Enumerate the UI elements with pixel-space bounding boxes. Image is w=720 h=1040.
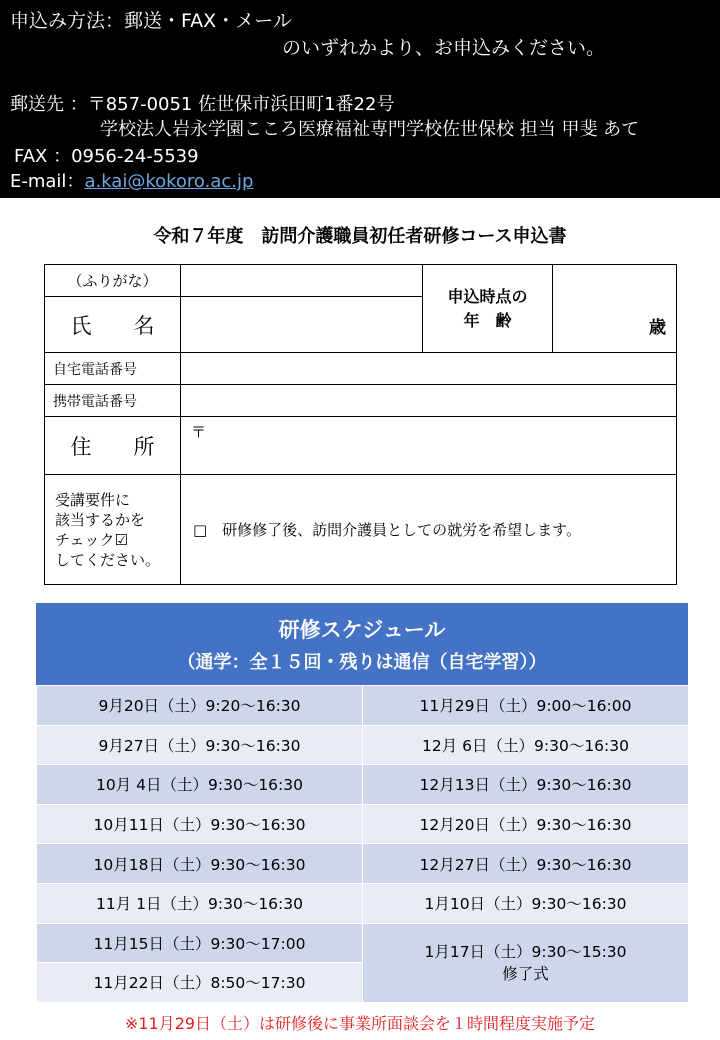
table-row [37, 765, 689, 805]
email-line [10, 171, 253, 193]
table-row [37, 923, 689, 963]
mobile-phone-label: 携帯電話番号 [45, 385, 181, 417]
furigana-label: （ふりがな） [45, 265, 181, 297]
schedule-date: 12月27日（土）9:30～16:30 [363, 844, 689, 884]
age-unit: 歳 [649, 318, 666, 338]
check-label-line-4: してください。 [55, 550, 161, 569]
schedule-header [36, 603, 688, 685]
completion-ceremony: 修了式 [502, 964, 549, 983]
mailing-recipient: 学校法人岩永学園こころ医療福祉専門学校佐世保校 担当 甲斐 あて [100, 119, 640, 140]
age-label-line-2: 年 齢 [463, 310, 512, 330]
check-label-line-2: 該当するかを [55, 510, 146, 529]
requirement-check-label [45, 475, 181, 585]
application-method-header [0, 0, 720, 198]
schedule-subtitle: （通学：全１５回・残りは通信（自宅学習）） [177, 652, 547, 673]
email-link[interactable]: a.kai@kokoro.ac.jp [84, 171, 254, 192]
schedule-date-last [363, 923, 689, 1002]
name-field[interactable] [181, 297, 423, 353]
schedule-date: 11月29日（土）9:00～16:00 [363, 686, 689, 726]
table-row [37, 686, 689, 726]
schedule-date: 11月 1日（土）9:30～16:30 [37, 883, 363, 923]
schedule-date: 1月10日（土）9:30～16:30 [363, 883, 689, 923]
schedule-date: 11月22日（土）8:50～17:30 [37, 963, 363, 1003]
method-line-2: のいずれかより、お申込みください。 [282, 37, 606, 59]
method-line-1: 申込み方法：郵送・FAX・メール [10, 10, 292, 32]
check-label-line-1: 受講要件に [55, 490, 131, 509]
age-field[interactable] [553, 265, 677, 353]
name-label: 氏 名 [45, 297, 181, 353]
employment-checkbox[interactable]: □ 研修修了後、訪問介護員としての就労を希望します。 [181, 475, 677, 585]
mobile-phone-field[interactable] [181, 385, 677, 417]
mailing-address: 郵送先 ：〒857-0051 佐世保市浜田町1番22号 [10, 94, 395, 115]
schedule-date: 12月 6日（土）9:30～16:30 [363, 725, 689, 765]
schedule-date: 10月11日（土）9:30～16:30 [37, 804, 363, 844]
schedule-date: 10月18日（土）9:30～16:30 [37, 844, 363, 884]
home-phone-label: 自宅電話番号 [45, 353, 181, 385]
furigana-field[interactable] [181, 265, 423, 297]
application-form [44, 264, 677, 585]
email-label: E-mail： [10, 171, 85, 192]
schedule-date: 11月15日（土）9:30～17:00 [37, 923, 363, 963]
schedule-title: 研修スケジュール [278, 618, 446, 642]
table-row [37, 844, 689, 884]
schedule-date: 10月 4日（土）9:30～16:30 [37, 765, 363, 805]
last-date: 1月17日（土）9:30～15:30 [424, 942, 627, 961]
schedule-table [36, 685, 689, 1003]
schedule-date: 12月13日（土）9:30～16:30 [363, 765, 689, 805]
check-label-line-3: チェック☑ [55, 530, 128, 549]
postal-mark: 〒 [191, 423, 207, 441]
schedule-date: 9月20日（土）9:20～16:30 [37, 686, 363, 726]
address-label: 住 所 [45, 417, 181, 475]
schedule-date: 9月27日（土）9:30～16:30 [37, 725, 363, 765]
address-field[interactable] [181, 417, 677, 475]
table-row [37, 804, 689, 844]
schedule-date: 12月20日（土）9:30～16:30 [363, 804, 689, 844]
table-row [37, 883, 689, 923]
fax-number: FAX ：0956-24-5539 [14, 146, 199, 167]
age-label [423, 265, 553, 353]
age-label-line-1: 申込時点の [447, 286, 528, 306]
schedule-note: ※11月29日（土）は研修後に事業所面談会を１時間程度実施予定 [124, 1014, 596, 1033]
table-row [37, 725, 689, 765]
home-phone-field[interactable] [181, 353, 677, 385]
form-title: 令和７年度 訪問介護職員初任者研修コース申込書 [153, 226, 567, 247]
